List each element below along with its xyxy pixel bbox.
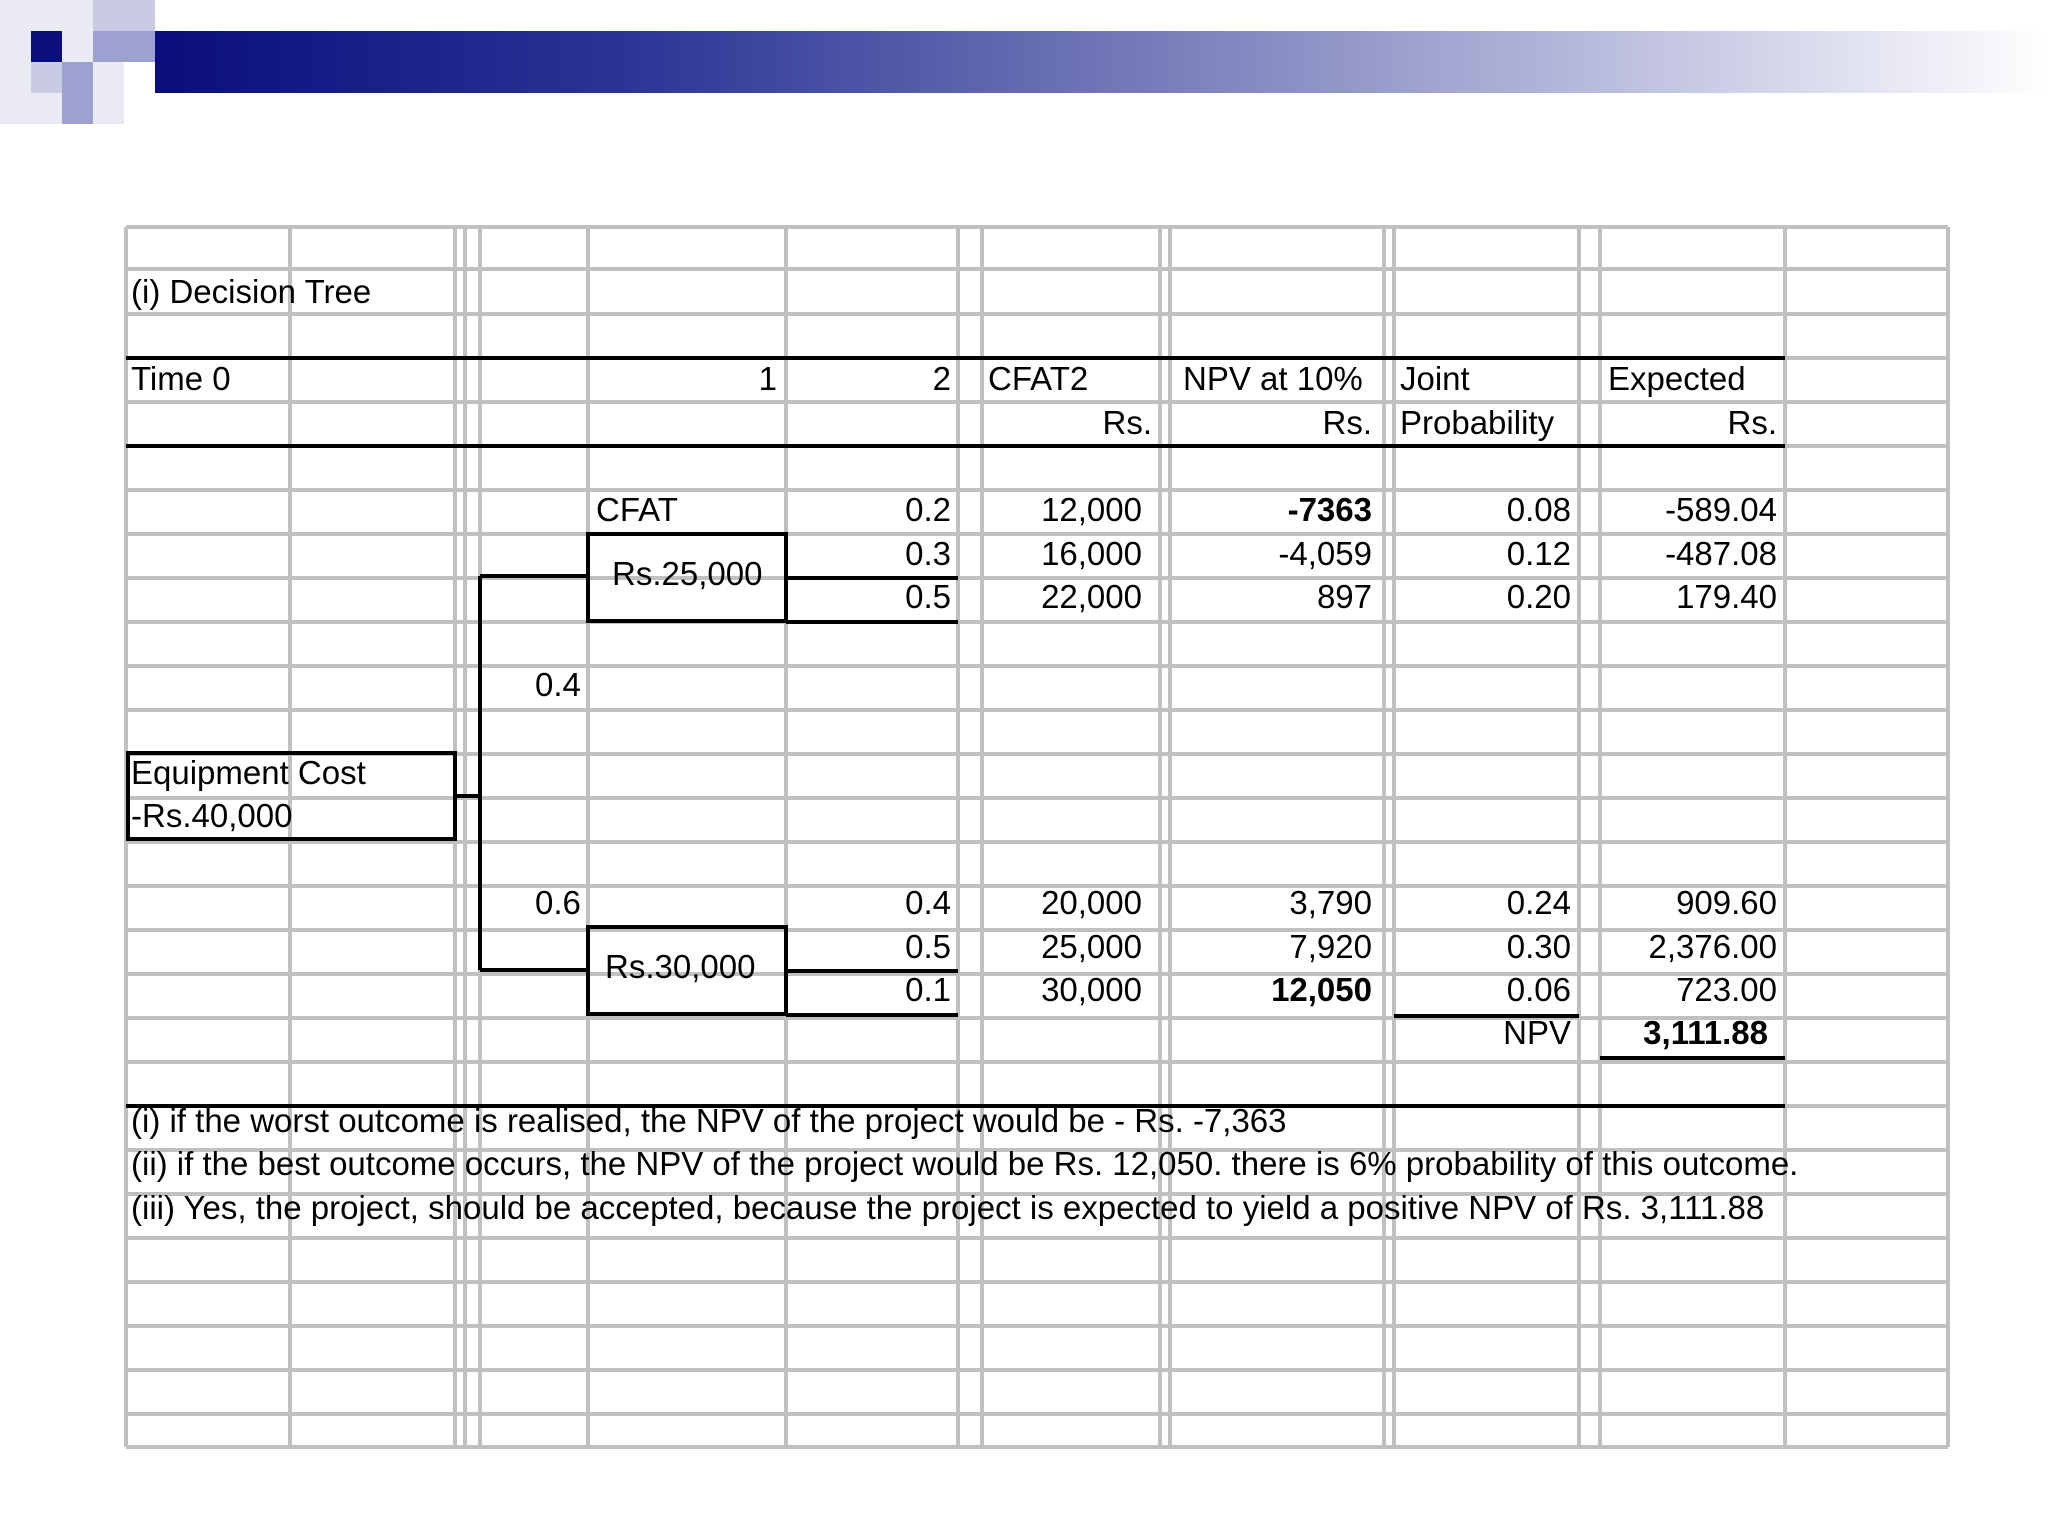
- header-cfat2-unit: Rs.: [1102, 404, 1152, 441]
- cfat2-value: 16,000: [1041, 535, 1142, 572]
- header-joint: Joint: [1400, 360, 1470, 397]
- total-npv-label: NPV: [1503, 1014, 1571, 1051]
- root-node-line2: -Rs.40,000: [131, 797, 293, 834]
- cfat2-value: 20,000: [1041, 884, 1142, 921]
- joint-probability-value: 0.20: [1506, 578, 1571, 615]
- second-period-probability: 0.4: [905, 884, 951, 921]
- npv-value: 3,790: [1289, 884, 1372, 921]
- npv-value: 897: [1316, 578, 1372, 615]
- expected-value: 909.60: [1676, 884, 1777, 921]
- npv-value: 7,920: [1289, 928, 1372, 965]
- expected-value: -487.08: [1665, 535, 1777, 572]
- joint-probability-value: 0.12: [1506, 535, 1571, 572]
- branch-upper-probability: 0.4: [535, 666, 581, 703]
- node-upper-label: Rs.25,000: [612, 555, 763, 592]
- second-period-probability: 0.1: [905, 971, 951, 1008]
- note-line: (iii) Yes, the project, should be accepted, because the project is expected to yield a positive NPV of Rs. 3,111.88: [131, 1189, 1765, 1226]
- joint-probability-value: 0.06: [1506, 971, 1571, 1008]
- second-period-probability: 0.5: [905, 578, 951, 615]
- header-npv-unit: Rs.: [1322, 404, 1372, 441]
- note-line: (ii) if the best outcome occurs, the NPV of the project would be Rs. 12,050. there is 6% probability of this outcome.: [131, 1145, 1799, 1182]
- header-expected-unit: Rs.: [1727, 404, 1777, 441]
- npv-value: -7363: [1287, 491, 1372, 528]
- second-period-probability: 0.5: [905, 928, 951, 965]
- header-cfat2: CFAT2: [988, 360, 1089, 397]
- cfat2-value: 25,000: [1041, 928, 1142, 965]
- cfat2-value: 12,000: [1041, 491, 1142, 528]
- cfat2-value: 30,000: [1041, 971, 1142, 1008]
- header-period1: 1: [758, 360, 777, 397]
- expected-value: 723.00: [1676, 971, 1777, 1008]
- second-period-probability: 0.2: [905, 491, 951, 528]
- header-period2: 2: [932, 360, 951, 397]
- second-period-probability: 0.3: [905, 535, 951, 572]
- cfat-label: CFAT: [596, 491, 678, 528]
- branch-lower-probability: 0.6: [535, 884, 581, 921]
- npv-value: -4,059: [1278, 535, 1372, 572]
- header-joint-probability: Probability: [1400, 404, 1555, 441]
- npv-value: 12,050: [1271, 971, 1372, 1008]
- joint-probability-value: 0.08: [1506, 491, 1571, 528]
- total-npv-value: 3,111.88: [1643, 1014, 1768, 1051]
- note-line: (i) if the worst outcome is realised, the NPV of the project would be - Rs. -7,363: [131, 1102, 1287, 1139]
- joint-probability-value: 0.24: [1506, 884, 1571, 921]
- expected-value: 2,376.00: [1648, 928, 1777, 965]
- root-node-line1: Equipment Cost: [131, 754, 366, 791]
- joint-probability-value: 0.30: [1506, 928, 1571, 965]
- header-time0: Time 0: [131, 360, 231, 397]
- cfat2-value: 22,000: [1041, 578, 1142, 615]
- expected-value: 179.40: [1676, 578, 1777, 615]
- node-lower-label: Rs.30,000: [605, 948, 756, 985]
- header-expected: Expected: [1608, 360, 1746, 397]
- sheet-title: (i) Decision Tree: [131, 273, 372, 310]
- expected-value: -589.04: [1665, 491, 1777, 528]
- header-npv: NPV at 10%: [1183, 360, 1363, 397]
